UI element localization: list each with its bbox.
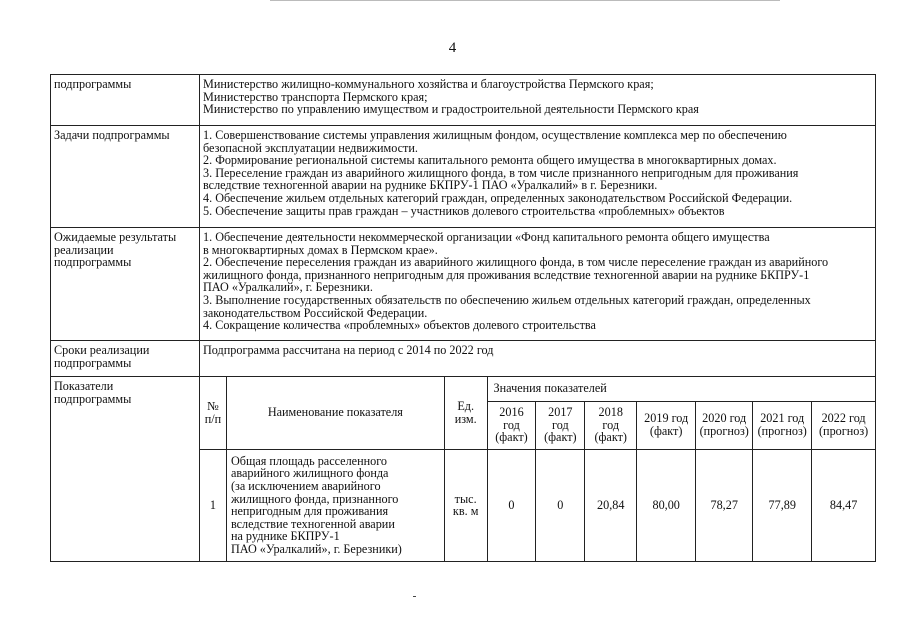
header-text: 2021 год bbox=[760, 411, 805, 426]
label-text: Сроки реализации bbox=[54, 343, 150, 357]
header-text: (факт) bbox=[594, 430, 627, 445]
header-text: № bbox=[207, 399, 219, 414]
label-text: Задачи подпрограммы bbox=[54, 128, 170, 142]
name-line: вследствие техногенной аварии bbox=[230, 516, 395, 531]
header-text: изм. bbox=[454, 411, 477, 426]
indicator-unit bbox=[444, 449, 487, 561]
row-label bbox=[51, 228, 200, 341]
row-content bbox=[200, 126, 876, 228]
indicator-name bbox=[226, 449, 444, 561]
program-passport-table bbox=[50, 74, 876, 562]
scan-speck bbox=[413, 596, 416, 597]
row-indicators bbox=[51, 377, 876, 562]
header-year-2018 bbox=[585, 401, 637, 449]
content-line: 2. Обеспечение переселения граждан из аварийного жилищного фонда, в том числе переселение граждан из аварийного bbox=[203, 255, 829, 270]
indicators-table bbox=[200, 377, 875, 561]
header-text: 2018 bbox=[598, 405, 623, 420]
header-text: (факт) bbox=[495, 430, 528, 445]
header-num bbox=[200, 377, 226, 449]
header-text: год bbox=[552, 417, 569, 432]
header-year-2017 bbox=[536, 401, 585, 449]
value-2018: 20,84 bbox=[585, 449, 637, 561]
indicator-num: 1 bbox=[200, 449, 226, 561]
header-year-2022 bbox=[812, 401, 875, 449]
header-text: год bbox=[503, 417, 520, 432]
content-line: 5. Обеспечение защиты прав граждан – участников долевого строительства «проблемных» объектов bbox=[203, 203, 725, 218]
label-text: Показатели bbox=[54, 379, 114, 393]
header-year-2019 bbox=[637, 401, 696, 449]
row-content bbox=[200, 75, 876, 126]
name-line: Общая площадь расселенного bbox=[230, 453, 387, 468]
content-line: 3. Выполнение государственных обязательств по обеспечению жильем отдельных категорий граждан, определенных bbox=[203, 292, 811, 307]
content-line: 3. Переселение граждан из аварийного жилищного фонда, в том числе признанного непригодным для проживания bbox=[203, 165, 799, 180]
value-2019: 80,00 bbox=[637, 449, 696, 561]
header-text: 2017 bbox=[548, 405, 573, 420]
content-line: Министерство жилищно-коммунального хозяйства и благоустройства Пермского края; bbox=[203, 77, 654, 91]
content-line: 4. Сокращение количества «проблемных» объектов долевого строительства bbox=[203, 318, 596, 333]
content-line: вследствие техногенной аварии на руднике БКПРУ-1 ПАО «Уралкалий» в г. Березники. bbox=[203, 178, 658, 193]
label-text: подпрограммы bbox=[54, 391, 132, 406]
content-line: 1. Совершенствование системы управления жилищным фондом, осуществление комплекса мер по обеспечению bbox=[203, 128, 787, 142]
content-line: безопасной эксплуатации недвижимости. bbox=[203, 140, 418, 155]
indicator-row bbox=[200, 449, 875, 561]
content-line: 2. Формирование региональной системы капитального ремонта общего имущества в многоквартирных домах. bbox=[203, 153, 777, 168]
label-text: Ожидаемые результаты bbox=[54, 230, 177, 244]
indicators-cell bbox=[200, 377, 876, 562]
row-label bbox=[51, 75, 200, 126]
content-line: жилищного фонда, признанного непригодным для проживания вследствие техногенной аварии на руднике БКПРУ-1 bbox=[203, 267, 810, 282]
content-line: Министерство транспорта Пермского края; bbox=[203, 89, 428, 104]
row-label bbox=[51, 126, 200, 228]
value-2016: 0 bbox=[487, 449, 536, 561]
label-text: подпрограммы bbox=[54, 255, 132, 270]
row-content bbox=[200, 341, 876, 377]
label-text: подпрограммы bbox=[54, 77, 132, 91]
label-text: подпрограммы bbox=[54, 355, 132, 370]
unit-line: тыс. bbox=[454, 491, 477, 506]
content-line: Министерство по управлению имуществом и градостроительной деятельности Пермского края bbox=[203, 102, 699, 117]
value-2022: 84,47 bbox=[812, 449, 875, 561]
content-line: 4. Обеспечение жильем отдельных категорий граждан, определенных законодательством Российской Федерации. bbox=[203, 190, 793, 205]
content-line: в многоквартирных домах в Пермском крае». bbox=[203, 242, 438, 257]
name-line: (за исключением аварийного bbox=[230, 479, 381, 494]
header-text: 2020 год bbox=[702, 411, 747, 426]
label-text: реализации bbox=[54, 242, 114, 257]
header-year-2020 bbox=[696, 401, 753, 449]
header-name: Наименование показателя bbox=[226, 377, 444, 449]
name-line: непригодным для проживания bbox=[230, 504, 389, 519]
value-2017: 0 bbox=[536, 449, 585, 561]
header-unit bbox=[444, 377, 487, 449]
row-expected-results bbox=[51, 228, 876, 341]
header-text: Ед. bbox=[457, 399, 475, 414]
content-line: Подпрограмма рассчитана на период с 2014 по 2022 год bbox=[203, 343, 494, 357]
header-text: (прогноз) bbox=[699, 424, 749, 438]
header-text: 2016 bbox=[499, 405, 524, 420]
top-scan-rule bbox=[270, 0, 780, 1]
row-tasks bbox=[51, 126, 876, 228]
name-line: жилищного фонда, признанного bbox=[230, 491, 399, 506]
header-year-2016 bbox=[487, 401, 536, 449]
row-period bbox=[51, 341, 876, 377]
header-text: п/п bbox=[204, 411, 222, 426]
row-executors bbox=[51, 75, 876, 126]
header-text: 2022 год bbox=[821, 411, 866, 426]
unit-line: кв. м bbox=[452, 504, 479, 519]
content-line: ПАО «Уралкалий», г. Березники. bbox=[203, 280, 373, 295]
header-values-title: Значения показателей bbox=[487, 377, 875, 401]
content-line: 1. Обеспечение деятельности некоммерческой организации «Фонд капитального ремонта общего имущества bbox=[203, 230, 770, 244]
header-text: (прогноз) bbox=[757, 424, 807, 438]
content-line: законодательством Российской Федерации. bbox=[203, 305, 428, 320]
header-text: год bbox=[602, 417, 620, 432]
row-label bbox=[51, 377, 200, 562]
header-year-2021 bbox=[753, 401, 812, 449]
value-2020: 78,27 bbox=[696, 449, 753, 561]
row-content bbox=[200, 228, 876, 341]
value-2021: 77,89 bbox=[753, 449, 812, 561]
name-line: аварийного жилищного фонда bbox=[230, 466, 389, 481]
header-text: 2019 год bbox=[644, 411, 689, 426]
name-line: на руднике БКПРУ-1 bbox=[230, 529, 340, 544]
indicators-header-row-1 bbox=[200, 377, 875, 401]
page-number: 4 bbox=[448, 40, 457, 56]
header-text: (факт) bbox=[544, 430, 577, 445]
header-text: (факт) bbox=[649, 424, 683, 438]
name-line: ПАО «Уралкалий», г. Березники) bbox=[230, 542, 402, 557]
header-text: (прогноз) bbox=[818, 424, 869, 438]
row-label bbox=[51, 341, 200, 377]
